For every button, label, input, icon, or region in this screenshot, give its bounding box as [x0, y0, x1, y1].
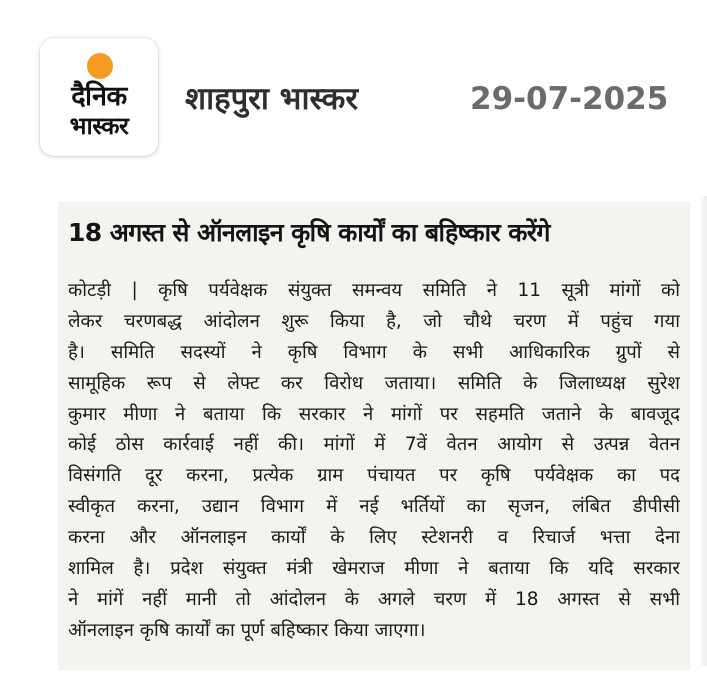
article-line: कोई ठोस कार्रवाई नहीं की। मांगों में 7वें वेतन आयोग से उत्पन्न वेतन: [68, 434, 680, 456]
logo-text-dainik: दैनिक: [71, 81, 127, 112]
sun-logo-icon: [87, 53, 113, 79]
page-edge-shadow: [699, 196, 707, 666]
article-line: शामिल है। प्रदेश संयुक्त मंत्री खेमराज मीणा ने बताया कि यदि सरकार: [68, 558, 680, 580]
logo-text-bhaskar: भास्कर: [69, 112, 129, 140]
edition-date: 29-07-2025: [470, 81, 669, 117]
article-line: करना और ऑनलाइन कार्यों के लिए स्टेशनरी व रिचार्ज भत्ता देना: [68, 527, 680, 549]
article-line: सामूहिक रूप से लेफ्ट कर विरोध जताया। समिति के जिलाध्यक्ष सुरेश: [68, 372, 680, 394]
article-line: लेकर चरणबद्ध आंदोलन शुरू किया है, जो चौथे चरण में पहुंच गया: [68, 310, 680, 332]
dainik-bhaskar-logo: [40, 38, 158, 156]
article-body: [68, 276, 680, 647]
article-line: ने मांगें नहीं मानी तो आंदोलन के अगले चरण में 18 अगस्त से सभी: [68, 588, 680, 610]
article-line: कोटड़ी | कृषि पर्यवेक्षक संयुक्त समन्वय समिति ने 11 सूत्री मांगों को: [68, 280, 680, 301]
article-line: विसंगति दूर करना, प्रत्येक ग्राम पंचायत पर कृषि पर्यवेक्षक का पद: [68, 465, 680, 487]
newspaper-clipping: [58, 202, 690, 670]
article-line: कुमार मीणा ने बताया कि सरकार ने मांगों पर सहमति जताने के बावजूद: [68, 403, 680, 425]
article-line: है। समिति सदस्यों ने कृषि विभाग के सभी आधिकारिक ग्रुपों से: [68, 341, 680, 363]
article-headline: 18 अगस्त से ऑनलाइन कृषि कार्यों का बहिष्कार करेंगे: [68, 218, 550, 247]
article-line: स्वीकृत करना, उद्यान विभाग में नई भर्तियों का सृजन, लंबित डीपीसी: [68, 496, 680, 518]
article-line: ऑनलाइन कृषि कार्यों का पूर्ण बहिष्कार किया जाएगा।: [68, 619, 426, 641]
edition-title: शाहपुरा भास्कर: [185, 81, 359, 117]
